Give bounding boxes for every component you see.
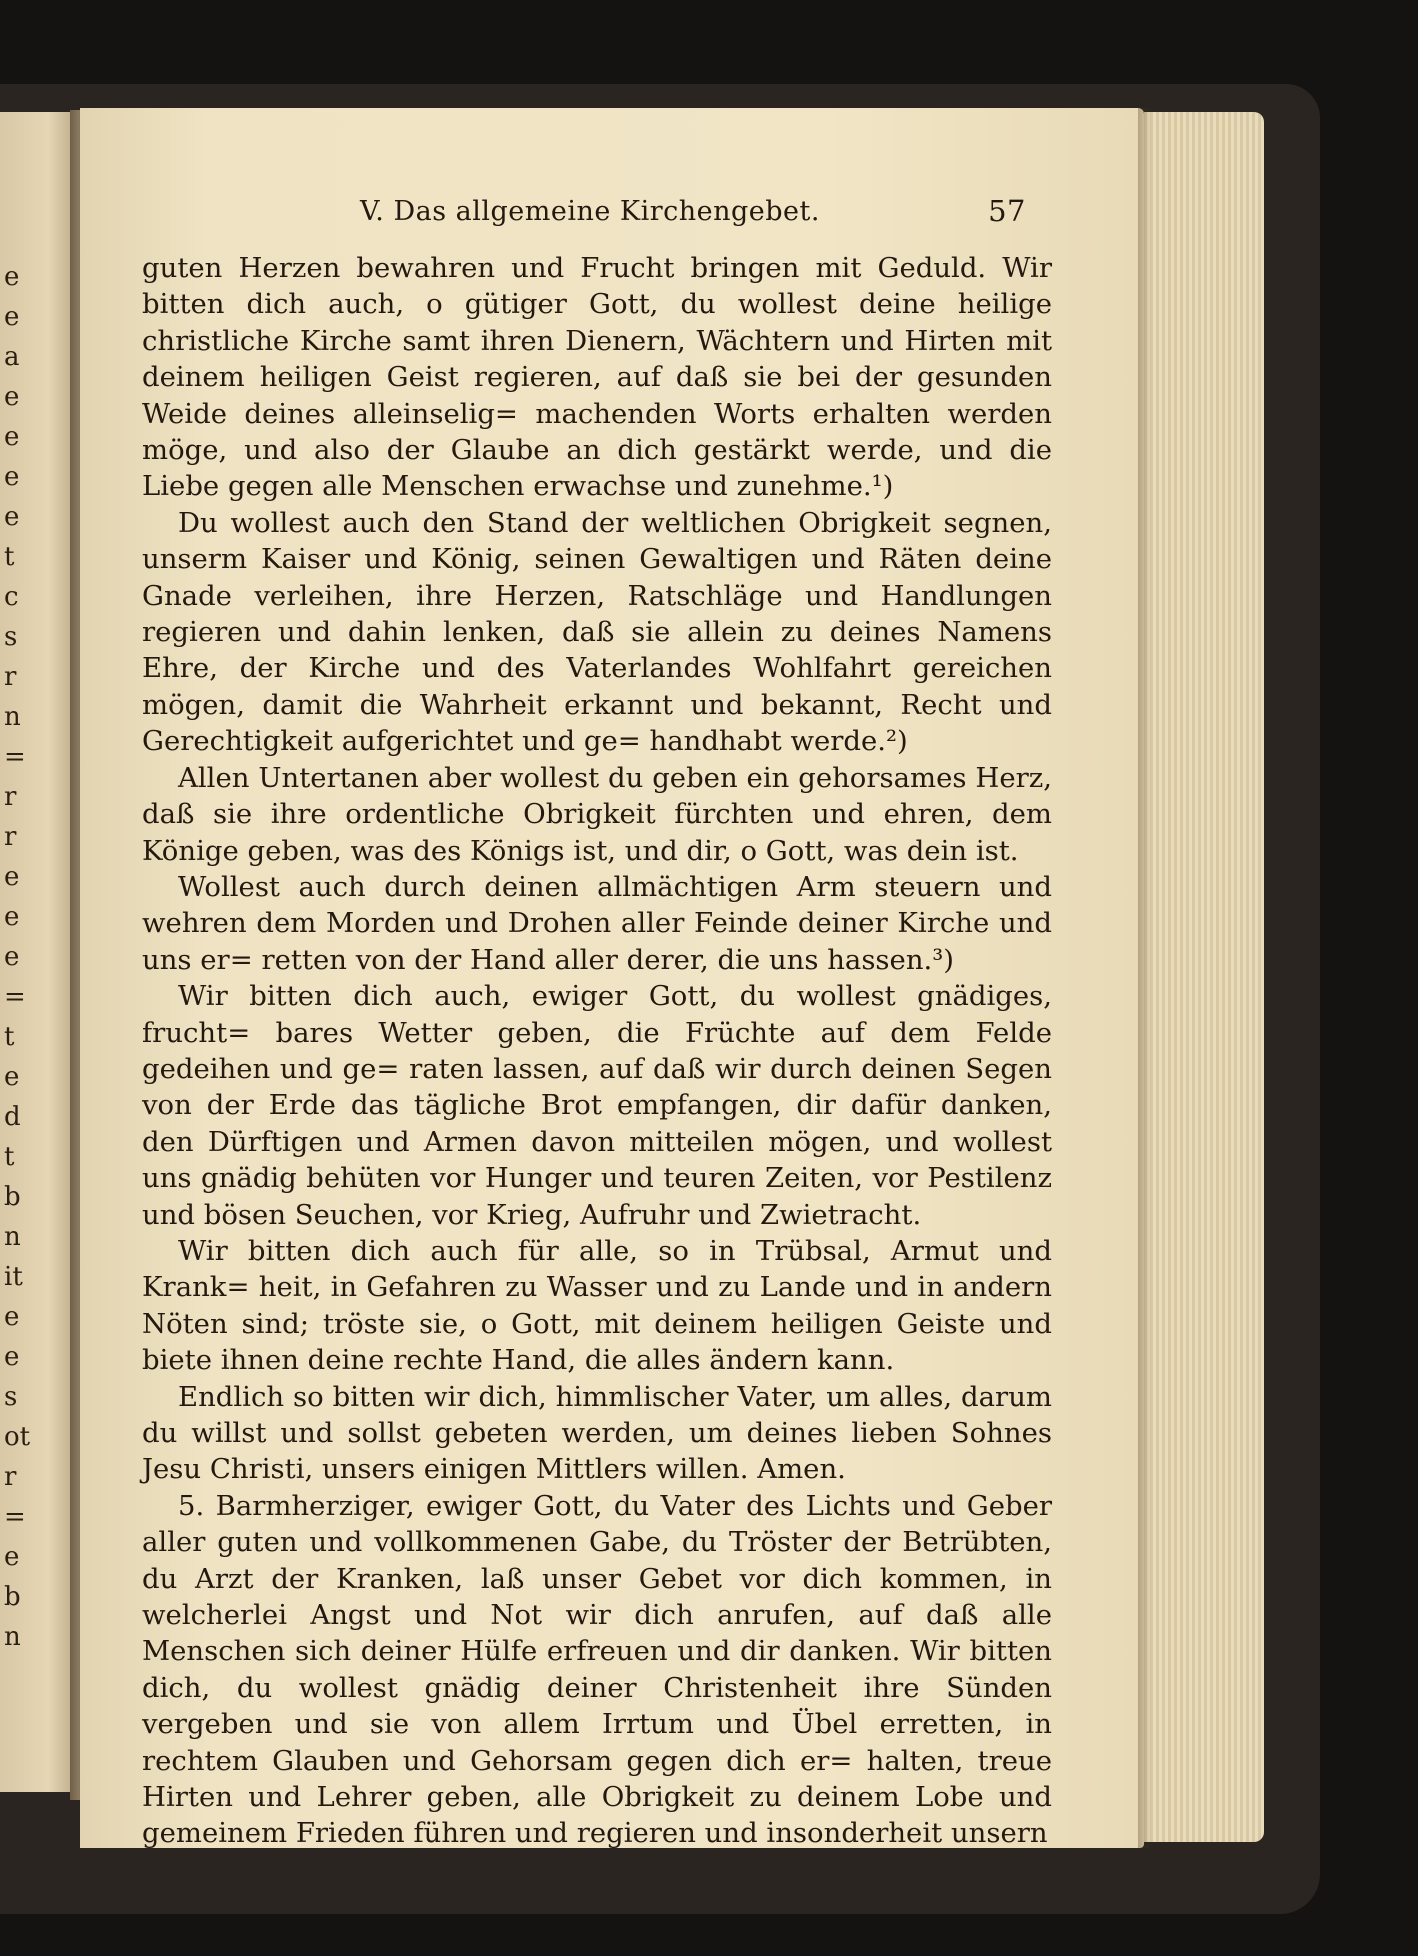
- left-page-fragment: e: [4, 942, 20, 972]
- left-page-fragment: e: [4, 462, 20, 492]
- left-page-fragment: r: [4, 1462, 17, 1492]
- left-page-fragment: n: [4, 1222, 21, 1252]
- left-page-fragment: t: [4, 1142, 15, 1172]
- left-page-fragment: t: [4, 1022, 15, 1052]
- page-edges: [1144, 112, 1264, 1842]
- left-page-fragment: e: [4, 1062, 20, 1092]
- left-page-fragment: ot: [4, 1422, 31, 1452]
- left-page-fragment: e: [4, 1302, 20, 1332]
- paragraph: guten Herzen bewahren und Frucht bringen mit Geduld. Wir bitten dich auch, o gütiger Gott, du wollest deine heilige christliche Kirche samt ihren Dienern, Wächtern und Hirten mit deinem heiligen Geist regieren, auf daß sie bei der gesunden Weide deines alleinselig= machenden Worts erhalten werden möge, und also der Glaube an dich gestärkt werde, und die Liebe gegen alle Menschen erwachse und zunehme.¹): [142, 252, 1052, 503]
- left-page-fragment: e: [4, 262, 20, 292]
- left-page-fragment: e: [4, 1342, 20, 1372]
- left-page-fragment: e: [4, 1542, 20, 1572]
- paragraph: Endlich so bitten wir dich, himmlischer Vater, um alles, darum du willst und sollst gebeten werden, um deines lieben Sohnes Jesu Christi, unsers einigen Mittlers willen. Amen.: [142, 1380, 1052, 1486]
- left-page: [0, 112, 80, 1792]
- left-page-fragment: r: [4, 662, 17, 692]
- body-text: [142, 250, 1052, 1852]
- left-page-fragment: b: [4, 1582, 21, 1612]
- paragraph: 5. Barmherziger, ewiger Gott, du Vater des Lichts und Geber aller guten und vollkommenen Gabe, du Tröster der Betrübten, du Arzt der Kranken, laß unser Gebet vor dich kommen, in welcherlei Angst und Not wir dich anrufen, auf daß alle Menschen sich deiner Hülfe erfreuen und dir danken. Wir bitten dich, du wollest gnädig deiner Christenheit ihre Sünden vergeben und sie von allem Irrtum und Übel erretten, in rechtem Glauben und Gehorsam gegen dich er= halten, treue Hirten und Lehrer geben, alle Obrigkeit zu deinem Lobe und gemeinem Frieden führen und regieren und insonderheit unsern: [142, 1489, 1052, 1850]
- left-page-fragment: e: [4, 502, 20, 532]
- left-page-fragment: e: [4, 862, 20, 892]
- left-page-fragment: e: [4, 302, 20, 332]
- left-page-fragment: n: [4, 1622, 21, 1652]
- left-page-fragment: it: [4, 1262, 23, 1292]
- left-page-fragment: t: [4, 542, 15, 572]
- left-page-fragment: d: [4, 1102, 21, 1132]
- left-page-fragment: s: [4, 1382, 18, 1412]
- left-page-fragment: b: [4, 1182, 21, 1212]
- left-page-fragment: a: [4, 342, 20, 372]
- page-number: 57: [988, 194, 1026, 228]
- left-page-fragment: c: [4, 582, 19, 612]
- left-page-fragment: s: [4, 622, 18, 652]
- left-page-fragment: n: [4, 702, 21, 732]
- left-page-fragment: e: [4, 382, 20, 412]
- left-page-fragment: e: [4, 902, 20, 932]
- paragraph: Du wollest auch den Stand der weltlichen Obrigkeit segnen, unserm Kaiser und König, seinen Gewaltigen und Räten deine Gnade verleihen, ihre Herzen, Ratschläge und Handlungen regieren und dahin lenken, daß sie allein zu deines Namens Ehre, der Kirche und des Vaterlandes Wohlfahrt gereichen mögen, damit die Wahrheit erkannt und bekannt, Recht und Gerechtigkeit aufgerichtet und ge= handhabt werde.²): [142, 506, 1052, 758]
- running-head-title: V. Das allgemeine Kirchengebet.: [360, 196, 820, 227]
- left-page-fragment: =: [4, 742, 26, 772]
- paragraph: Wir bitten dich auch, ewiger Gott, du wollest gnädiges, frucht= bares Wetter geben, die Früchte auf dem Felde gedeihen und ge= raten lassen, auf daß wir durch deinen Segen von der Erde das tägliche Brot empfangen, dir dafür danken, den Dürftigen und Armen davon mitteilen mögen, und wollest uns gnädig behüten vor Hunger und teuren Zeiten, vor Pestilenz und bösen Seuchen, vor Krieg, Aufruhr und Zwietracht.: [142, 980, 1052, 1231]
- running-head: [160, 196, 1040, 236]
- paragraph: Wollest auch durch deinen allmächtigen Arm steuern und wehren dem Morden und Drohen aller Feinde deiner Kirche und uns er= retten von der Hand aller derer, die uns hassen.³): [142, 870, 1052, 976]
- left-page-fragment: =: [4, 982, 26, 1012]
- left-page-fragment: =: [4, 1502, 26, 1532]
- left-page-fragment: r: [4, 822, 17, 852]
- left-page-fragment: e: [4, 422, 20, 452]
- paragraph: Wir bitten dich auch für alle, so in Trübsal, Armut und Krank= heit, in Gefahren zu Wasser und zu Lande und in andern Nöten sind; tröste sie, o Gott, mit deinem heiligen Geiste und biete ihnen deine rechte Hand, die alles ändern kann.: [142, 1234, 1052, 1377]
- left-page-fragment: r: [4, 782, 17, 812]
- page-edge-shadow: [1138, 108, 1152, 1848]
- paragraph: Allen Untertanen aber wollest du geben ein gehorsames Herz, daß sie ihre ordentliche Obrigkeit fürchten und ehren, dem Könige geben, was des Königs ist, und dir, o Gott, was dein ist.: [142, 761, 1052, 867]
